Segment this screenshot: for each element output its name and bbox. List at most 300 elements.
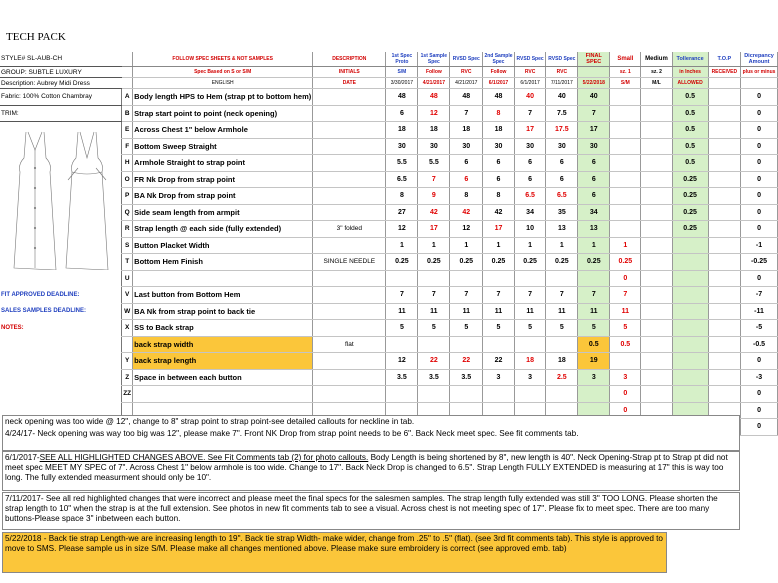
final-spec-value: 3 <box>578 369 610 386</box>
description-header: DESCRIPTION <box>313 52 386 67</box>
measure-value: 35 <box>546 204 578 221</box>
measure-value: 30 <box>546 138 578 155</box>
measure-value <box>483 270 515 287</box>
discrepancy-value: -0.25 <box>741 254 778 271</box>
date-cell: 4/21/2017 <box>418 78 450 89</box>
small-value: 0 <box>610 386 641 403</box>
final-spec-value: 7 <box>578 105 610 122</box>
measure-value: 17.5 <box>546 122 578 139</box>
tolerance-value <box>672 303 708 320</box>
measure-note <box>313 171 386 188</box>
measure-value: 27 <box>386 204 418 221</box>
measure-value: 6.5 <box>386 171 418 188</box>
small-value: 5 <box>610 320 641 337</box>
small-value <box>610 138 641 155</box>
left-blank <box>0 336 122 353</box>
measure-value: 6 <box>514 171 546 188</box>
small-value: 1 <box>610 237 641 254</box>
measure-value <box>514 336 546 353</box>
measure-value: 6 <box>546 155 578 172</box>
top-value <box>708 138 740 155</box>
top-value <box>708 270 740 287</box>
group-label: GROUP: SUBTLE LUXURY <box>0 67 122 78</box>
page-title: TECH PACK <box>6 31 66 43</box>
discrepancy-value: 0 <box>741 402 778 419</box>
date-cell: 6/1/2017 <box>514 78 546 89</box>
measure-description: Space in between each button <box>133 369 313 386</box>
medium-ml-label: M/L <box>641 78 672 89</box>
measure-description: FR Nk Drop from strap point <box>133 171 313 188</box>
tolerance-value: 0.5 <box>672 122 708 139</box>
measure-note <box>313 122 386 139</box>
medium-value <box>641 204 672 221</box>
measure-value: 12 <box>386 221 418 238</box>
fabric-label: Fabric: 100% Cotton Chambray <box>0 89 122 106</box>
spec-table <box>0 52 778 436</box>
note-2-link[interactable]: SEE ALL HIGHLIGHTED CHANGES ABOVE. See Fit Comments tab (2) for photo callouts. <box>39 453 369 462</box>
measure-description: Bottom Sweep Straight <box>133 138 313 155</box>
spec-col-header: RVSD Spec <box>546 52 578 67</box>
measure-value: 3 <box>514 369 546 386</box>
measure-value: 11 <box>514 303 546 320</box>
measure-value: 5 <box>450 320 483 337</box>
measure-value: 11 <box>418 303 450 320</box>
received-label: RECEIVED <box>708 67 740 78</box>
measure-value: 1 <box>514 237 546 254</box>
discrepancy-value: -7 <box>741 287 778 304</box>
discrepancy-value: 0 <box>741 105 778 122</box>
final-spec-value: 6 <box>578 188 610 205</box>
final-spec-value: 17 <box>578 122 610 139</box>
measure-value: 48 <box>386 89 418 106</box>
measure-code: P <box>122 188 133 205</box>
measure-description <box>133 386 313 403</box>
measure-value: 10 <box>514 221 546 238</box>
measure-code: Y <box>122 353 133 370</box>
measure-code: ZZ <box>122 386 133 403</box>
dress-sketch-icon <box>8 128 118 270</box>
top-value <box>708 221 740 238</box>
measure-value: 3.5 <box>418 369 450 386</box>
small-value: 3 <box>610 369 641 386</box>
trim-label: TRIM: <box>0 105 122 122</box>
measure-note: SINGLE NEEDLE <box>313 254 386 271</box>
measure-note <box>313 188 386 205</box>
measure-note <box>313 353 386 370</box>
measure-value: 6.5 <box>546 188 578 205</box>
measure-code: F <box>122 138 133 155</box>
measure-value: 0.25 <box>386 254 418 271</box>
measure-value: 18 <box>483 122 515 139</box>
measure-value: 11 <box>386 303 418 320</box>
final-date: 5/22/2018 <box>578 78 610 89</box>
measure-code: R <box>122 221 133 238</box>
in-inches-label: in Inches <box>672 67 708 78</box>
measure-note <box>313 105 386 122</box>
measure-value: 7 <box>546 287 578 304</box>
measure-code: E <box>122 122 133 139</box>
measure-value: 7 <box>450 287 483 304</box>
allowed-label: ALLOWED <box>672 78 708 89</box>
measure-value: 7 <box>450 105 483 122</box>
left-blank <box>0 386 122 403</box>
measure-value <box>418 336 450 353</box>
measure-value: 5 <box>514 320 546 337</box>
date-cell: 6/1/2017 <box>483 78 515 89</box>
small-value <box>610 204 641 221</box>
note-2-text: Body Length is being shortened by 8", new length is 40". Neck Opening-Strap pt to Strap pt did not meet spec MEET MY SPEC of 7". Across Chest 1" below armhole is too wide. Change to 17". Back Neck Drop is changed to 6.5". Strap Length FULLY EXTENDED is measuring at 17" this is way too long. The fully extended measurment should only be 10". <box>5 453 728 482</box>
date-cell: 4/21/2017 <box>450 78 483 89</box>
top-value <box>708 386 740 403</box>
tolerance-value <box>672 254 708 271</box>
final-initials <box>578 67 610 78</box>
measure-code: Z <box>122 369 133 386</box>
tolerance-value <box>672 270 708 287</box>
small-value <box>610 188 641 205</box>
initials-cell: S/M <box>386 67 418 78</box>
note-3: 7/11/2017- See all red highlighted changes that were incorrect and please meet the final specs for the salesmen samples. The strap length fully extended was still 3" TOO LONG. Please shorten the strap length to 10" when the strap is at the full extension. See photos in new fit comments tab to see a visual. Across chest is not meeting spec of 17". Please fix to meet spec. There are too many buttons-Please space 3" inbetween each button. <box>2 492 740 530</box>
measure-value: 17 <box>483 221 515 238</box>
small-value: 0 <box>610 270 641 287</box>
final-spec-value: 1 <box>578 237 610 254</box>
code-sub <box>122 67 133 78</box>
top-value <box>708 353 740 370</box>
measure-value: 3 <box>483 369 515 386</box>
measure-value: 7 <box>418 171 450 188</box>
small-value: 7 <box>610 287 641 304</box>
measure-value: 48 <box>418 89 450 106</box>
measure-value: 13 <box>546 221 578 238</box>
measure-value: 3.5 <box>450 369 483 386</box>
measure-value <box>386 270 418 287</box>
measure-note <box>313 237 386 254</box>
measure-description: Side seam length from armpit <box>133 204 313 221</box>
discrepancy-value: 0 <box>741 188 778 205</box>
measure-value <box>546 386 578 403</box>
discrepancy-value: 0 <box>741 138 778 155</box>
tolerance-value: 0.5 <box>672 138 708 155</box>
note-2 <box>2 451 740 491</box>
measure-value <box>514 386 546 403</box>
top-value <box>708 369 740 386</box>
small-value: 11 <box>610 303 641 320</box>
measure-value: 5 <box>483 320 515 337</box>
measure-value: 5.5 <box>418 155 450 172</box>
small-header: Small <box>610 52 641 67</box>
measure-value: 12 <box>386 353 418 370</box>
medium-value <box>641 171 672 188</box>
measure-value: 22 <box>418 353 450 370</box>
measure-description: Across Chest 1" below Armhole <box>133 122 313 139</box>
measure-description: Strap start point to point (neck opening) <box>133 105 313 122</box>
measure-value: 11 <box>450 303 483 320</box>
tolerance-value <box>672 336 708 353</box>
initials-label: INITIALS <box>313 67 386 78</box>
measure-value: 48 <box>450 89 483 106</box>
measure-value <box>546 336 578 353</box>
measure-code: W <box>122 303 133 320</box>
spec-col-header: RVSD Spec <box>514 52 546 67</box>
measure-description: back strap width <box>133 336 313 353</box>
discrepancy-value: 0 <box>741 89 778 106</box>
measure-value: 1 <box>483 237 515 254</box>
top-value <box>708 155 740 172</box>
measure-value <box>418 386 450 403</box>
final-spec-value: 30 <box>578 138 610 155</box>
top-value <box>708 336 740 353</box>
top-value <box>708 320 740 337</box>
measure-value: 6 <box>483 155 515 172</box>
medium-size-label: sz. 2 <box>641 67 672 78</box>
medium-value <box>641 89 672 106</box>
description-label: Description: Aubrey Midi Dress <box>0 78 122 89</box>
discrepancy-value: 0 <box>741 419 778 436</box>
tolerance-value: 0.25 <box>672 221 708 238</box>
spec-based-label: Spec Based on S or S/M <box>133 67 313 78</box>
sales-deadline-label: SALES SAMPLES DEADLINE: <box>1 308 87 315</box>
discrepancy-value: 0 <box>741 204 778 221</box>
measure-value: 0.25 <box>546 254 578 271</box>
discrepancy-value: 0 <box>741 353 778 370</box>
initials-cell: RVC <box>514 67 546 78</box>
final-spec-value: 6 <box>578 171 610 188</box>
measure-value: 48 <box>483 89 515 106</box>
measure-value: 0.25 <box>450 254 483 271</box>
small-sm-label: S/M <box>610 78 641 89</box>
tolerance-value: 0.25 <box>672 204 708 221</box>
measure-value: 30 <box>514 138 546 155</box>
small-value <box>610 122 641 139</box>
measure-note <box>313 204 386 221</box>
measure-value: 1 <box>450 237 483 254</box>
note-1 <box>2 415 740 451</box>
measure-value: 8 <box>450 188 483 205</box>
measure-value: 30 <box>450 138 483 155</box>
measure-value: 8 <box>483 188 515 205</box>
top-value <box>708 171 740 188</box>
final-spec-header: FINAL SPEC <box>578 52 610 67</box>
discrepancy-value: 0 <box>741 270 778 287</box>
measure-value: 7 <box>514 105 546 122</box>
medium-header: Medium <box>641 52 672 67</box>
measure-note <box>313 386 386 403</box>
top-value <box>708 237 740 254</box>
style-number: STYLE# SL-AUB-CH <box>0 52 122 67</box>
measure-note <box>313 287 386 304</box>
small-value <box>610 105 641 122</box>
measure-description: BA Nk Drop from strap point <box>133 188 313 205</box>
measure-code: T <box>122 254 133 271</box>
initials-cell: RVC <box>546 67 578 78</box>
measure-code: X <box>122 320 133 337</box>
measure-value: 18 <box>450 122 483 139</box>
measure-value: 30 <box>483 138 515 155</box>
measure-value: 17 <box>418 221 450 238</box>
measure-value: 6 <box>386 105 418 122</box>
measure-value: 42 <box>418 204 450 221</box>
discrepancy-value: -5 <box>741 320 778 337</box>
tolerance-value: 0.5 <box>672 105 708 122</box>
measure-note <box>313 138 386 155</box>
small-size-label: sz. 1 <box>610 67 641 78</box>
discrepancy-value: -11 <box>741 303 778 320</box>
final-spec-value: 6 <box>578 155 610 172</box>
measure-code: S <box>122 237 133 254</box>
measure-code <box>122 336 133 353</box>
medium-value <box>641 287 672 304</box>
tolerance-value <box>672 237 708 254</box>
measure-value <box>546 270 578 287</box>
note-1-line-1: neck opening was too wide @ 12", change to 8" strap point to strap point-see detailed callouts for neckline in tab. <box>5 417 415 426</box>
measure-value <box>386 386 418 403</box>
medium-value <box>641 105 672 122</box>
discrepancy-value: 0 <box>741 386 778 403</box>
measure-value: 34 <box>514 204 546 221</box>
top-sub <box>708 78 740 89</box>
discrepancy-value: 0 <box>741 122 778 139</box>
measure-value: 6 <box>546 171 578 188</box>
measure-note <box>313 303 386 320</box>
top-value <box>708 105 740 122</box>
measure-value: 1 <box>386 237 418 254</box>
tolerance-value: 0.25 <box>672 188 708 205</box>
measure-note: 3" folded <box>313 221 386 238</box>
measure-description: Last button from Bottom Hem <box>133 287 313 304</box>
measure-value: 5 <box>386 320 418 337</box>
small-value: 0 <box>610 402 641 419</box>
final-spec-value: 7 <box>578 287 610 304</box>
code-sub <box>122 78 133 89</box>
measure-value: 7 <box>386 287 418 304</box>
medium-value <box>641 303 672 320</box>
measure-note <box>313 369 386 386</box>
measure-description: Bottom Hem Finish <box>133 254 313 271</box>
small-value <box>610 89 641 106</box>
medium-value <box>641 336 672 353</box>
tolerance-value: 0.5 <box>672 89 708 106</box>
measure-value <box>450 386 483 403</box>
medium-value <box>641 237 672 254</box>
final-spec-value: 34 <box>578 204 610 221</box>
measure-value: 7 <box>418 287 450 304</box>
measure-value: 1 <box>546 237 578 254</box>
measure-value: 42 <box>450 204 483 221</box>
measure-value: 6 <box>450 155 483 172</box>
discrepancy-value: 0 <box>741 155 778 172</box>
final-spec-value: 5 <box>578 320 610 337</box>
final-spec-value: 11 <box>578 303 610 320</box>
date-cell: 7/11/2017 <box>546 78 578 89</box>
discrepancy-value: -1 <box>741 237 778 254</box>
medium-value <box>641 122 672 139</box>
measure-value: 7 <box>483 287 515 304</box>
final-spec-value: 0.25 <box>578 254 610 271</box>
tolerance-value <box>672 287 708 304</box>
discrepancy-value: 0 <box>741 171 778 188</box>
measure-description <box>133 270 313 287</box>
plus-minus-label: plus or minus <box>741 67 778 78</box>
measure-value: 30 <box>418 138 450 155</box>
measure-description: Strap length @ each side (fully extended) <box>133 221 313 238</box>
top-value <box>708 287 740 304</box>
measure-value: 0.25 <box>483 254 515 271</box>
final-spec-value: 13 <box>578 221 610 238</box>
measure-note <box>313 155 386 172</box>
small-value <box>610 353 641 370</box>
measure-code: Q <box>122 204 133 221</box>
tolerance-value: 0.5 <box>672 155 708 172</box>
top-value <box>708 204 740 221</box>
measure-value: 30 <box>386 138 418 155</box>
measure-value: 0.25 <box>418 254 450 271</box>
measure-value: 9 <box>418 188 450 205</box>
initials-cell: Follow <box>483 67 515 78</box>
measure-value: 18 <box>514 353 546 370</box>
measure-value: 18 <box>546 353 578 370</box>
measure-value: 3.5 <box>386 369 418 386</box>
measure-value <box>418 270 450 287</box>
measure-note: flat <box>313 336 386 353</box>
medium-value <box>641 270 672 287</box>
measure-value: 18 <box>418 122 450 139</box>
sketch-cell <box>0 122 122 271</box>
tolerance-header: Tollerance <box>672 52 708 67</box>
measure-note <box>313 320 386 337</box>
measure-code: V <box>122 287 133 304</box>
measure-code: A <box>122 89 133 106</box>
top-value <box>708 254 740 271</box>
small-value <box>610 155 641 172</box>
measure-value: 5 <box>546 320 578 337</box>
fit-deadline-label: FIT APPROVED DEADLINE: <box>1 291 80 298</box>
medium-value <box>641 353 672 370</box>
medium-value <box>641 155 672 172</box>
measure-description: back strap length <box>133 353 313 370</box>
measure-code: B <box>122 105 133 122</box>
discrepancy-value: -3 <box>741 369 778 386</box>
disc-sub <box>741 78 778 89</box>
measure-value: 22 <box>483 353 515 370</box>
measure-description: Button Placket Width <box>133 237 313 254</box>
measure-value <box>450 336 483 353</box>
tolerance-value <box>672 353 708 370</box>
follow-spec-header: FOLLOW SPEC SHEETS & NOT SAMPLES <box>133 52 313 67</box>
measure-value: 40 <box>546 89 578 106</box>
measure-value <box>514 270 546 287</box>
medium-value <box>641 369 672 386</box>
spec-col-header: 2nd Sample Spec <box>484 53 513 65</box>
measure-note <box>313 270 386 287</box>
measure-value <box>450 270 483 287</box>
small-value <box>610 221 641 238</box>
small-value <box>610 171 641 188</box>
measure-value: 7 <box>514 287 546 304</box>
code-header <box>122 52 133 67</box>
measure-value: 18 <box>386 122 418 139</box>
measure-value: 6 <box>483 171 515 188</box>
spec-col-header: 1st Spec Proto <box>386 52 418 67</box>
measure-value: 6 <box>514 155 546 172</box>
measure-value: 8 <box>386 188 418 205</box>
final-spec-value: 19 <box>578 353 610 370</box>
measure-code: O <box>122 171 133 188</box>
tolerance-value <box>672 369 708 386</box>
left-blank <box>0 369 122 386</box>
top-value <box>708 89 740 106</box>
final-spec-value <box>578 386 610 403</box>
tolerance-value <box>672 386 708 403</box>
medium-value <box>641 254 672 271</box>
